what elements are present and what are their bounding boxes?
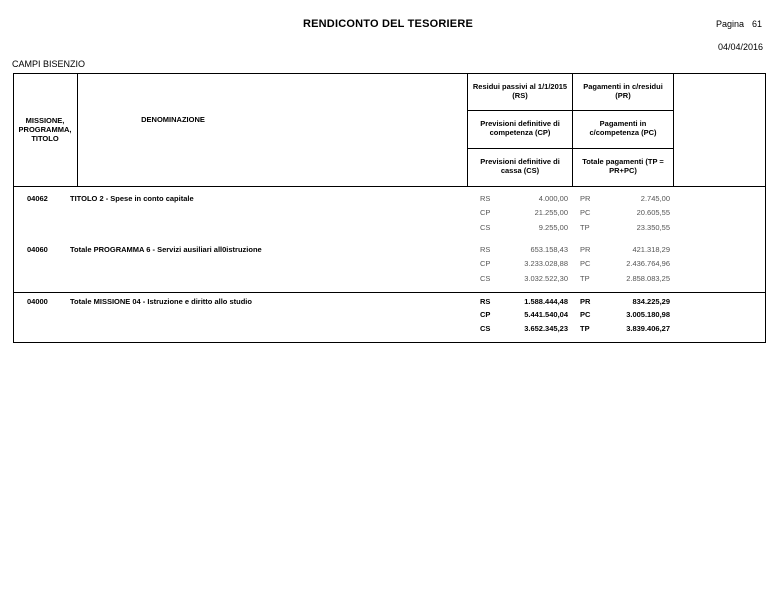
row-label: CS xyxy=(480,223,491,232)
row-value: 2.436.764,96 xyxy=(626,259,670,268)
header-tot-pagamenti: Totale pagamenti (TP = PR+PC) xyxy=(582,157,664,175)
header-code: MISSIONE, PROGRAMMA, TITOLO xyxy=(18,116,72,143)
row-label: PR xyxy=(580,194,591,203)
row-label: TP xyxy=(580,274,590,283)
row-label: CS xyxy=(480,324,491,333)
row-label: PC xyxy=(580,208,591,217)
page-label: Pagina xyxy=(716,19,745,29)
row-label: TP xyxy=(580,223,590,232)
row-description: TITOLO 2 - Spese in conto capitale xyxy=(70,194,194,203)
row-value: 9.255,00 xyxy=(538,223,568,232)
row-value: 3.839.406,27 xyxy=(626,324,670,333)
row-value: 834.225,29 xyxy=(632,297,670,306)
row-label: PR xyxy=(580,245,591,254)
row-label: RS xyxy=(480,245,491,254)
row-description: Totale MISSIONE 04 - Istruzione e diritto allo studio xyxy=(70,297,252,306)
row-label: RS xyxy=(480,194,491,203)
divider xyxy=(467,148,674,149)
row-label: PR xyxy=(580,297,591,306)
page-number: 61 xyxy=(752,19,763,29)
row-value: 23.350,55 xyxy=(636,223,670,232)
row-label: CP xyxy=(480,310,491,319)
row-value: 21.255,00 xyxy=(534,208,568,217)
row-value: 2.858.083,25 xyxy=(626,274,670,283)
row-value: 5.441.540,04 xyxy=(524,310,568,319)
row-value: 3.005.180,98 xyxy=(626,310,670,319)
divider xyxy=(572,73,573,186)
row-label: CS xyxy=(480,274,491,283)
row-description: Totale PROGRAMMA 6 - Servizi ausiliari all0istruzione xyxy=(70,245,262,254)
divider xyxy=(13,292,766,293)
header-denominazione: DENOMINAZIONE xyxy=(141,115,205,124)
header-pag-residui: Pagamenti in c/residui (PR) xyxy=(583,82,663,100)
entity-name: CAMPI BISENZIO xyxy=(12,59,86,69)
row-value: 3.032.522,30 xyxy=(524,274,568,283)
divider xyxy=(13,186,766,187)
divider xyxy=(673,73,674,186)
row-value: 3.233.028,88 xyxy=(524,259,568,268)
header-prev-cassa: Previsioni definitive di cassa (CS) xyxy=(480,157,560,175)
row-value: 2.745,00 xyxy=(640,194,670,203)
row-code: 04060 xyxy=(27,245,48,254)
header-residui: Residui passivi al 1/1/2015 (RS) xyxy=(472,82,568,100)
divider xyxy=(467,73,468,186)
report-title: RENDICONTO DEL TESORIERE xyxy=(302,18,474,30)
header-prev-competenza: Previsioni definitive di competenza (CP) xyxy=(480,119,560,137)
header-pag-competenza: Pagamenti in c/competenza (PC) xyxy=(589,119,657,137)
row-value: 421.318,29 xyxy=(632,245,670,254)
divider xyxy=(77,73,78,186)
row-label: RS xyxy=(480,297,491,306)
row-code: 04062 xyxy=(27,194,48,203)
divider xyxy=(467,110,674,111)
row-label: PC xyxy=(580,259,591,268)
row-label: CP xyxy=(480,208,491,217)
row-value: 4.000,00 xyxy=(538,194,568,203)
report-date: 04/04/2016 xyxy=(717,42,763,52)
row-label: CP xyxy=(480,259,491,268)
row-code: 04000 xyxy=(27,297,48,306)
row-value: 1.588.444,48 xyxy=(524,297,568,306)
row-value: 20.605,55 xyxy=(636,208,670,217)
row-label: TP xyxy=(580,324,590,333)
row-label: PC xyxy=(580,310,591,319)
row-value: 3.652.345,23 xyxy=(524,324,568,333)
row-value: 653.158,43 xyxy=(530,245,568,254)
